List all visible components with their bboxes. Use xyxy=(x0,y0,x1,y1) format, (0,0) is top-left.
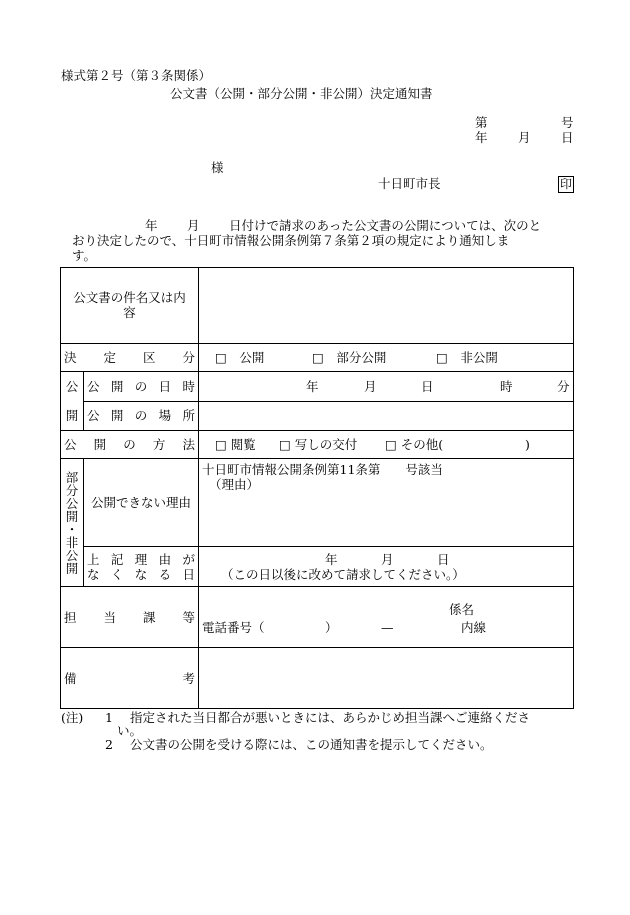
label-char: 考 xyxy=(182,670,196,686)
group-label-kokai xyxy=(61,372,84,431)
value-document-name xyxy=(199,268,574,344)
expiry-month: 月 xyxy=(381,551,394,567)
label-disclosure-datetime xyxy=(84,372,199,402)
intro-line2: おり決定したので、十日町市情報公開条例第７条第２項の規定により通知しま xyxy=(72,233,510,248)
expiry-day: 日 xyxy=(437,551,450,567)
label-char: の xyxy=(134,378,148,394)
reason-article: 十日町市情報公開条例第11条第 号該当 xyxy=(202,462,443,477)
label-char: 日 xyxy=(158,378,172,394)
value-nondisclosure-reason xyxy=(199,459,574,547)
checkbox-inspection[interactable]: □ 閲覧 xyxy=(215,437,256,452)
value-disclosure-method xyxy=(199,431,574,459)
label-char: 当 xyxy=(103,609,117,625)
label-char: の xyxy=(123,437,136,452)
expiry-year: 年 xyxy=(325,551,338,567)
row-disclosure-method xyxy=(61,431,574,459)
intro-year: 年 xyxy=(145,218,158,233)
row-decision xyxy=(61,344,574,372)
number-dai: 第 xyxy=(475,115,488,130)
value-remarks xyxy=(199,648,574,709)
form-number: 様式第２号（第３条関係） xyxy=(61,68,212,83)
note-1-number: 1 xyxy=(105,710,113,725)
row-document-name xyxy=(61,268,574,344)
label-char: 上 xyxy=(87,551,100,567)
value-disclosure-place xyxy=(199,401,574,431)
group-char: 公 xyxy=(65,379,79,394)
date-year: 年 xyxy=(475,130,488,145)
label-char: 開 xyxy=(110,378,124,394)
label-expiry-date xyxy=(84,547,199,587)
unit-minute: 分 xyxy=(557,378,570,394)
note-2-number: 2 xyxy=(105,737,113,752)
expiry-note: （この日以後に改めて請求してください。） xyxy=(221,566,465,582)
label-char: 日 xyxy=(182,566,196,582)
label-char: 記 xyxy=(110,551,124,567)
checkbox-non-public[interactable]: □ 非公開 xyxy=(436,350,498,365)
group-char: 開 xyxy=(65,408,79,423)
notes-prefix: (注) xyxy=(61,710,84,725)
row-contact xyxy=(61,587,574,648)
label-char: る xyxy=(158,566,172,582)
label-char: 場 xyxy=(158,408,172,424)
other-close-paren: ) xyxy=(525,437,530,452)
label-char: 公 xyxy=(64,437,77,452)
row-remarks xyxy=(61,648,574,709)
group-char: 非 xyxy=(65,534,79,550)
group-char: 分 xyxy=(65,482,79,498)
note-1-continued: い。 xyxy=(117,723,143,738)
intro-line1: 日付けで請求のあった公文書の公開については、次のと xyxy=(229,218,542,233)
label-char: 開 xyxy=(110,408,124,424)
seal-mark xyxy=(558,176,574,193)
group-char: 部 xyxy=(65,469,79,485)
label-char: の xyxy=(134,408,148,424)
group-char: ・ xyxy=(65,521,79,537)
checkbox-partial-public[interactable]: □ 部分公開 xyxy=(312,350,387,365)
label-char: 区 xyxy=(143,350,156,365)
label-char: 開 xyxy=(93,437,107,452)
contact-extension: 内線 xyxy=(461,620,487,635)
row-nondisclosure-reason xyxy=(61,459,574,547)
label-document-name-line2: 容 xyxy=(123,305,136,320)
group-char: 開 xyxy=(65,508,79,524)
label-char: 分 xyxy=(182,350,196,365)
document-title: 公文書（公開・部分公開・非公開）決定通知書 xyxy=(170,86,433,101)
label-char: 備 xyxy=(64,670,77,686)
label-char: 由 xyxy=(158,551,172,567)
label-char: く xyxy=(110,566,124,582)
unit-month: 月 xyxy=(364,378,377,394)
contact-phone-close: ） xyxy=(325,620,338,635)
intro-line3: す。 xyxy=(72,248,97,263)
contact-phone: 電話番号（ xyxy=(202,620,265,635)
group-char: 公 xyxy=(65,495,79,511)
row-expiry-date xyxy=(61,547,574,587)
number-go: 号 xyxy=(561,115,574,130)
addressee-sama: 様 xyxy=(211,160,224,175)
issuer-name: 十日町市長 xyxy=(378,176,441,191)
value-expiry-date xyxy=(199,547,574,587)
label-char: 方 xyxy=(152,437,166,452)
contact-dash: — xyxy=(381,620,394,635)
label-document-name-line1: 公文書の件名又は内 xyxy=(73,290,186,305)
label-char: 法 xyxy=(182,437,196,452)
date-month: 月 xyxy=(518,130,531,145)
checkbox-public[interactable]: □ 公開 xyxy=(215,350,265,365)
checkbox-other[interactable]: □ その他( xyxy=(385,437,444,452)
note-2-text: 公文書の公開を受ける際には、この通知書を提示してください。 xyxy=(130,737,493,752)
label-contact xyxy=(61,587,199,648)
decision-form-table xyxy=(60,267,574,709)
label-decision xyxy=(61,344,199,372)
intro-month: 月 xyxy=(187,218,200,233)
label-char: 所 xyxy=(182,408,196,424)
date-day: 日 xyxy=(561,130,574,145)
label-char: 公 xyxy=(87,408,100,424)
label-nondisclosure-reason: 公開できない理由 xyxy=(84,459,199,547)
row-disclosure-place xyxy=(61,401,574,431)
label-char: 等 xyxy=(182,609,196,625)
label-char: な xyxy=(87,566,100,582)
unit-day: 日 xyxy=(421,378,434,394)
label-char: 理 xyxy=(134,551,148,567)
label-char: 決 xyxy=(64,350,77,365)
unit-hour: 時 xyxy=(500,378,513,394)
label-char: 公 xyxy=(87,378,100,394)
label-char: な xyxy=(134,566,148,582)
checkbox-copy[interactable]: □ 写しの交付 xyxy=(279,437,358,452)
group-char: 公 xyxy=(65,547,79,563)
value-disclosure-datetime xyxy=(199,372,574,402)
seal-text: 印 xyxy=(559,177,572,191)
label-remarks xyxy=(61,648,199,709)
note-1-text: 指定された当日都合が悪いときには、あらかじめ担当課へご連絡くださ xyxy=(130,710,531,725)
label-char: 時 xyxy=(182,378,196,394)
label-char: 担 xyxy=(64,609,77,625)
unit-year: 年 xyxy=(306,378,319,394)
value-decision xyxy=(199,344,574,372)
label-disclosure-method xyxy=(61,431,199,459)
reason-label: （理由） xyxy=(209,477,260,492)
label-disclosure-place xyxy=(84,401,199,431)
value-contact xyxy=(199,587,574,648)
label-char: が xyxy=(182,551,196,567)
label-document-name xyxy=(61,268,199,344)
label-char: 課 xyxy=(143,609,156,625)
group-char: 開 xyxy=(65,560,79,576)
group-label-partial xyxy=(61,459,84,587)
label-char: 定 xyxy=(103,350,117,365)
row-disclosure-datetime xyxy=(61,372,574,402)
contact-section: 係名 xyxy=(449,602,475,617)
